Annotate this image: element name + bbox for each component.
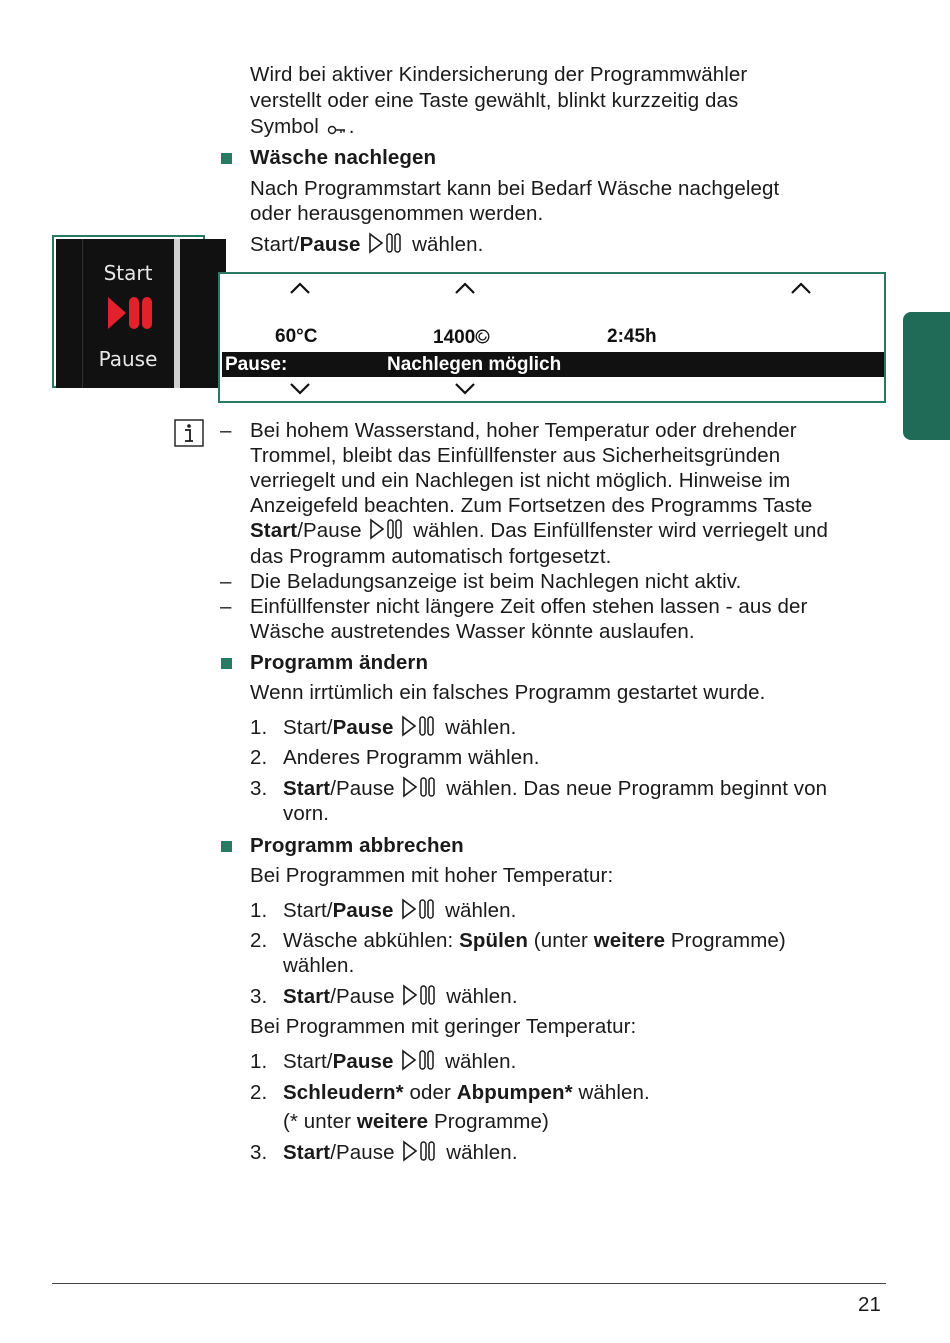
heading-waesche-nachlegen: Wäsche nachlegen bbox=[250, 146, 437, 169]
info-1-line-2: Trommel, bleibt das Einfüllfenster aus Sicherheitsgründen bbox=[250, 444, 781, 467]
key-icon bbox=[327, 124, 347, 136]
page-number: 21 bbox=[858, 1293, 882, 1316]
section3-low-step-2-cont: (* unter weitere Programme) bbox=[283, 1110, 549, 1133]
heading-programm-abbrechen: Programm abbrechen bbox=[250, 834, 464, 857]
start-pause-icon bbox=[401, 715, 437, 737]
info-dash-1: – bbox=[220, 419, 232, 442]
chapter-tab bbox=[903, 312, 950, 440]
info-1-line-6: das Programm automatisch fortgesetzt. bbox=[250, 545, 612, 568]
section3-low-intro: Bei Programmen mit geringer Temperatur: bbox=[250, 1015, 637, 1038]
intro-symbol-text: Symbol bbox=[250, 115, 319, 138]
section3-low-step-1: Start/Pause wählen. bbox=[283, 1050, 517, 1073]
step-number: 2. bbox=[250, 1081, 268, 1104]
info-1-line-1: Bei hohem Wasserstand, hoher Temperatur oder drehender bbox=[250, 419, 797, 442]
footer-divider bbox=[52, 1283, 886, 1284]
start-pause-icon bbox=[402, 1140, 438, 1162]
step-number: 2. bbox=[250, 929, 268, 952]
display-panel bbox=[218, 272, 886, 403]
step-number: 2. bbox=[250, 746, 268, 769]
section2-step-3-cont: vorn. bbox=[283, 802, 330, 825]
section1-line-1: Nach Programmstart kann bei Bedarf Wäsche nachgelegt bbox=[250, 177, 780, 200]
display-temperature: 60°C bbox=[275, 326, 318, 347]
start-pause-icon bbox=[402, 984, 438, 1006]
info-3-line-1: Einfüllfenster nicht längere Zeit offen stehen lassen - aus der bbox=[250, 595, 808, 618]
start-pause-icon bbox=[368, 232, 404, 254]
intro-line-2: verstellt oder eine Taste gewählt, blinkt kurzzeitig das bbox=[250, 89, 739, 112]
start-pause-icon bbox=[401, 1049, 437, 1071]
display-status-pause: Pause: bbox=[225, 354, 288, 375]
section3-high-step-3: Start/Pause wählen. bbox=[283, 985, 518, 1008]
info-1-line-5: Start/Pause wählen. Das Einfüllfenster wird verriegelt und bbox=[250, 519, 829, 542]
step-number: 3. bbox=[250, 985, 268, 1008]
step-number: 1. bbox=[250, 899, 268, 922]
section-bullet-2 bbox=[221, 658, 232, 669]
start-pause-icon bbox=[401, 898, 437, 920]
info-dash-2: – bbox=[220, 570, 232, 593]
step-number: 1. bbox=[250, 1050, 268, 1073]
chevron-up-icon bbox=[790, 281, 812, 295]
display-status-message: Nachlegen möglich bbox=[387, 354, 562, 375]
chevron-up-icon bbox=[289, 281, 311, 295]
chevron-down-icon bbox=[289, 382, 311, 396]
chevron-down-icon bbox=[454, 382, 476, 396]
display-status-bar bbox=[222, 352, 884, 377]
start-pause-button-illustration bbox=[52, 235, 205, 388]
section3-high-step-1: Start/Pause wählen. bbox=[283, 899, 517, 922]
display-spin-speed: 1400 bbox=[433, 327, 490, 349]
step-number: 3. bbox=[250, 777, 268, 800]
info-1-line-3: verriegelt und ein Nachlegen ist nicht möglich. Hinweise im bbox=[250, 469, 791, 492]
button-start-label: Start bbox=[103, 261, 153, 285]
intro-line-1: Wird bei aktiver Kindersicherung der Programmwähler bbox=[250, 63, 748, 86]
info-2: Die Beladungsanzeige ist beim Nachlegen nicht aktiv. bbox=[250, 570, 742, 593]
info-dash-3: – bbox=[220, 595, 232, 618]
section3-high-intro: Bei Programmen mit hoher Temperatur: bbox=[250, 864, 614, 887]
info-1-line-4: Anzeigefeld beachten. Zum Fortsetzen des Programms Taste bbox=[250, 494, 813, 517]
section1-line-2: oder herausgenommen werden. bbox=[250, 202, 544, 225]
section-bullet-1 bbox=[221, 153, 232, 164]
section2-step-2: Anderes Programm wählen. bbox=[283, 746, 540, 769]
intro-line-3: Symbol . bbox=[250, 115, 355, 138]
section-bullet-3 bbox=[221, 841, 232, 852]
chevron-up-icon bbox=[454, 281, 476, 295]
section2-step-3: Start/Pause wählen. Das neue Programm beginnt von bbox=[283, 777, 828, 800]
section3-low-step-2: Schleudern* oder Abpumpen* wählen. bbox=[283, 1081, 650, 1104]
info-3-line-2: Wäsche austretendes Wasser könnte auslaufen. bbox=[250, 620, 695, 643]
start-pause-icon bbox=[369, 518, 405, 540]
section3-high-step-2: Wäsche abkühlen: Spülen (unter weitere Programme) bbox=[283, 929, 786, 952]
section2-step-1: Start/Pause wählen. bbox=[283, 716, 517, 739]
play-pause-red-icon bbox=[106, 296, 154, 330]
info-icon bbox=[174, 419, 204, 447]
heading-programm-aendern: Programm ändern bbox=[250, 651, 429, 674]
section1-action: Start/Pause wählen. bbox=[250, 233, 484, 256]
step-number: 3. bbox=[250, 1141, 268, 1164]
display-remaining-time: 2:45h bbox=[607, 326, 657, 347]
button-pause-label: Pause bbox=[98, 347, 158, 371]
section3-high-step-2-cont: wählen. bbox=[283, 954, 355, 977]
step-number: 1. bbox=[250, 716, 268, 739]
section2-intro: Wenn irrtümlich ein falsches Programm gestartet wurde. bbox=[250, 681, 766, 704]
start-pause-icon bbox=[402, 776, 438, 798]
section3-low-step-3: Start/Pause wählen. bbox=[283, 1141, 518, 1164]
spin-icon bbox=[475, 329, 490, 344]
